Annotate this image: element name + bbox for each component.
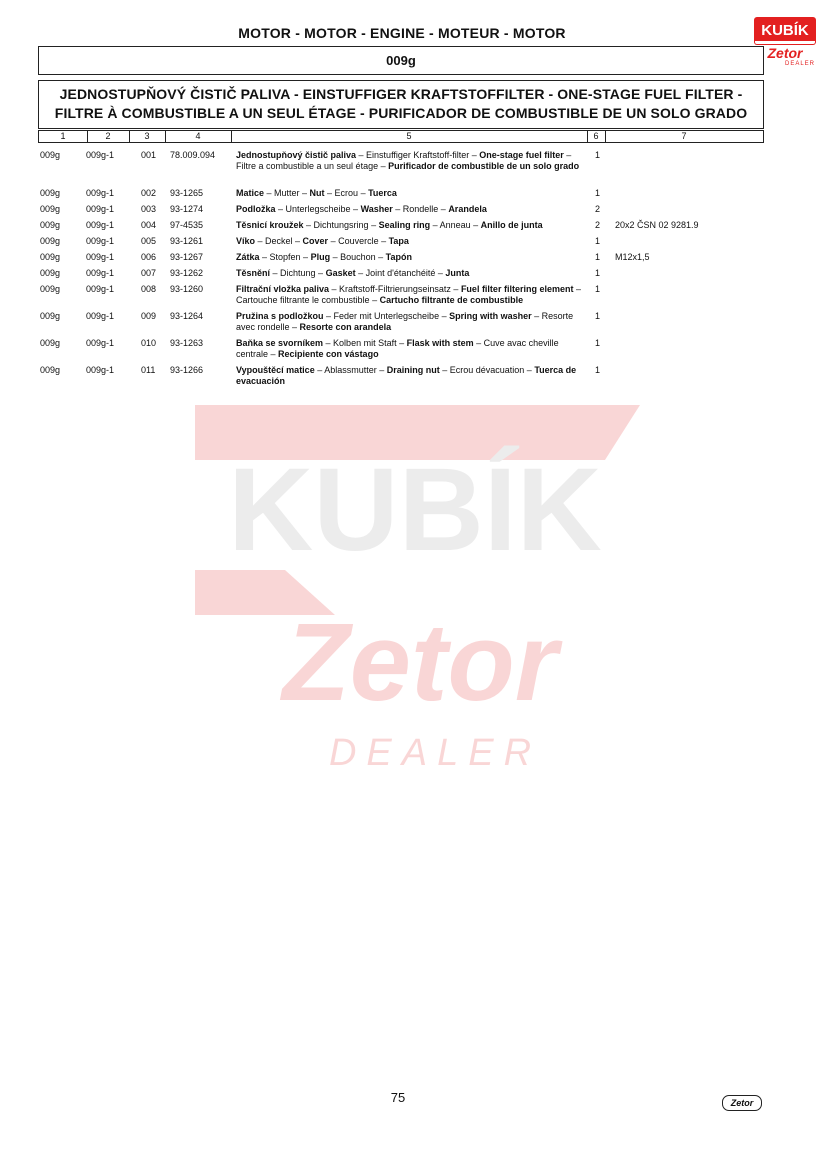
table-row (0, 236, 826, 247)
cell-c4: 93-1263 (170, 338, 204, 348)
description-segment: Tuerca de evacuación (236, 365, 577, 386)
description-segment: – Unterlegscheibe – (275, 204, 361, 214)
cell-description (236, 338, 581, 360)
cell-c6: 1 (595, 284, 601, 294)
cell-c3: 005 (141, 236, 157, 246)
description-segment: Nut (309, 188, 325, 198)
cell-c6: 1 (595, 311, 601, 321)
column-header: 5 (406, 131, 412, 141)
cell-c4: 93-1260 (170, 284, 204, 294)
description-segment: Podložka (236, 204, 276, 214)
cell-description (236, 284, 581, 306)
cell-c4: 93-1264 (170, 311, 204, 321)
description-segment: – Bouchon – (330, 252, 386, 262)
cell-c2: 009g-1 (86, 311, 115, 321)
description-segment: Sealing ring (378, 220, 431, 230)
description-segment: – Deckel – (255, 236, 303, 246)
cell-description (236, 220, 581, 231)
cell-c1: 009g (40, 268, 61, 278)
cell-c2: 009g-1 (86, 268, 115, 278)
cell-c2: 009g-1 (86, 252, 115, 262)
cell-description (236, 365, 581, 387)
description-segment: Flask with stem (406, 338, 474, 348)
cell-c1: 009g (40, 236, 61, 246)
section-heading (38, 80, 764, 129)
cell-c4: 93-1267 (170, 252, 204, 262)
column-header: 6 (593, 131, 599, 141)
cell-c3: 009 (141, 311, 157, 321)
description-segment: Anillo de junta (480, 220, 543, 230)
kubik-zetor-logo (755, 18, 815, 66)
description-segment: – Kolben mit Staft – (323, 338, 407, 348)
dealer-logo-text: DEALER (784, 61, 815, 67)
cell-c1: 009g (40, 150, 61, 160)
description-segment: Spring with washer (449, 311, 532, 321)
description-segment: Tapa (388, 236, 409, 246)
description-segment: Draining nut (386, 365, 440, 375)
description-segment: Junta (445, 268, 470, 278)
cell-c3: 007 (141, 268, 157, 278)
description-segment: Recipiente con vástago (278, 349, 379, 359)
description-segment: Resorte con arandela (299, 322, 392, 332)
table-row (0, 220, 826, 231)
cell-c4: 93-1262 (170, 268, 204, 278)
cell-c3: 011 (141, 365, 156, 375)
column-header-row (38, 130, 764, 143)
cell-c1: 009g (40, 284, 61, 294)
heading-line-1: JEDNOSTUPŇOVÝ ČISTIČ PALIVA - EINSTUFFIGER KRAFTSTOFFILTER - ONE-STAGE FUEL FILTER - (59, 86, 743, 102)
description-segment: Arandela (448, 204, 487, 214)
description-segment: – Filtre a combustible a un seul étage – (236, 150, 572, 171)
cell-c6: 1 (595, 150, 601, 160)
description-segment: One-stage fuel filter (479, 150, 564, 160)
cell-description (236, 252, 581, 263)
description-segment: Matice (236, 188, 265, 198)
cell-c6: 1 (595, 188, 601, 198)
table-row (0, 338, 826, 360)
description-segment: – Kraftstoff-Filtrierungseinsatz – (329, 284, 461, 294)
cell-c7: M12x1,5 (615, 252, 650, 262)
description-segment: – Ecrou – (324, 188, 369, 198)
cell-c3: 003 (141, 204, 157, 214)
cell-c6: 1 (595, 268, 601, 278)
description-segment: Filtrační vložka paliva (236, 284, 330, 294)
cell-c6: 1 (595, 236, 601, 246)
cell-description (236, 150, 581, 172)
cell-description (236, 268, 581, 279)
cell-c1: 009g (40, 220, 61, 230)
description-segment: – Ecrou dévacuation – (439, 365, 535, 375)
description-segment: – Joint d'étanchéité – (355, 268, 446, 278)
cell-description (236, 311, 581, 333)
cell-c1: 009g (40, 311, 61, 321)
description-segment: Pružina s podložkou (236, 311, 324, 321)
description-segment: – Einstuffiger Kraftstoff-filter – (356, 150, 480, 160)
description-segment: Těsnění (236, 268, 271, 278)
table-row (0, 188, 826, 199)
description-segment: Baňka se svorníkem (236, 338, 324, 348)
table-row (0, 365, 826, 387)
description-segment: – Stopfen – (259, 252, 311, 262)
zetor-footer-logo: Zetor (722, 1095, 762, 1111)
column-header: 2 (105, 131, 111, 141)
description-segment: Plug (310, 252, 331, 262)
cell-c2: 009g-1 (86, 338, 115, 348)
cell-c3: 006 (141, 252, 157, 262)
cell-c6: 1 (595, 252, 601, 262)
description-segment: – Couvercle – (328, 236, 389, 246)
description-segment: – Mutter – (264, 188, 310, 198)
page-number: 75 (390, 1090, 406, 1105)
description-segment: Gasket (325, 268, 356, 278)
column-header: 1 (60, 131, 66, 141)
cell-c7: 20x2 ČSN 02 9281.9 (615, 220, 699, 230)
cell-c4: 78.009.094 (170, 150, 216, 160)
table-row (0, 252, 826, 263)
description-segment: Tapón (385, 252, 412, 262)
table-row (0, 268, 826, 279)
cell-c2: 009g-1 (86, 220, 115, 230)
cell-description (236, 204, 581, 215)
description-segment: – Cuve avac cheville centrale – (236, 338, 559, 359)
description-segment: Těsnicí kroužek (236, 220, 304, 230)
cell-description (236, 188, 581, 199)
cell-c6: 2 (595, 204, 601, 214)
column-header: 3 (144, 131, 150, 141)
column-header: 7 (681, 131, 687, 141)
cell-c4: 93-1261 (170, 236, 204, 246)
group-code: 009g (38, 46, 764, 75)
description-segment: Zátka (236, 252, 260, 262)
cell-c2: 009g-1 (86, 150, 115, 160)
description-segment: – Dichtung – (270, 268, 326, 278)
cell-c4: 93-1266 (170, 365, 204, 375)
description-segment: Cartucho filtrante de combustible (379, 295, 524, 305)
table-row (0, 150, 826, 183)
cell-c3: 004 (141, 220, 157, 230)
cell-c6: 2 (595, 220, 601, 230)
watermark-dealer: DEALER (328, 732, 542, 774)
description-segment: – Rondelle – (392, 204, 449, 214)
cell-c2: 009g-1 (86, 204, 115, 214)
description-segment: Purificador de combustible de un solo grado (388, 161, 580, 171)
cell-c2: 009g-1 (86, 188, 115, 198)
description-segment: – Ablassmutter – (314, 365, 387, 375)
cell-c2: 009g-1 (86, 284, 115, 294)
table-row (0, 284, 826, 306)
description-segment: Víko (236, 236, 256, 246)
cell-c3: 001 (141, 150, 157, 160)
zetor-logo-text: Zetor (767, 45, 803, 61)
cell-c3: 010 (141, 338, 157, 348)
description-segment: Tuerca (368, 188, 397, 198)
description-segment: Fuel filter filtering element (460, 284, 574, 294)
cell-c2: 009g-1 (86, 365, 115, 375)
description-segment: Washer (360, 204, 393, 214)
cell-c1: 009g (40, 204, 61, 214)
description-segment: Vypouštěcí matice (236, 365, 315, 375)
cell-c6: 1 (595, 338, 601, 348)
cell-c3: 008 (141, 284, 157, 294)
page-title: MOTOR - MOTOR - ENGINE - MOTEUR - MOTOR (238, 25, 566, 41)
description-segment: – Resorte avec rondelle – (236, 311, 574, 332)
cell-c1: 009g (40, 365, 61, 375)
description-segment: – Anneau – (430, 220, 481, 230)
cell-c4: 93-1274 (170, 204, 204, 214)
description-segment: Jednostupňový čistič paliva (236, 150, 357, 160)
watermark-brand: KUBÍK (228, 444, 602, 576)
table-row (0, 311, 826, 333)
cell-c4: 93-1265 (170, 188, 204, 198)
cell-c1: 009g (40, 252, 61, 262)
column-header: 4 (195, 131, 201, 141)
cell-c1: 009g (40, 338, 61, 348)
heading-line-2: FILTRE À COMBUSTIBLE A UN SEUL ÉTAGE - PURIFICADOR DE COMBUSTIBLE DE UN SOLO GRADO (54, 105, 748, 121)
cell-c6: 1 (595, 365, 601, 375)
description-segment: – Cartouche filtrante le combustible – (236, 284, 581, 305)
cell-c2: 009g-1 (86, 236, 115, 246)
description-segment: – Dichtungsring – (303, 220, 379, 230)
cell-description (236, 236, 581, 247)
kubik-zetor-watermark (185, 400, 645, 780)
cell-c3: 002 (141, 188, 157, 198)
kubik-logo-text: KUBÍK (755, 18, 815, 44)
cell-c1: 009g (40, 188, 61, 198)
table-row (0, 204, 826, 215)
cell-c4: 97-4535 (170, 220, 204, 230)
watermark-zetor: Zetor (282, 601, 558, 724)
description-segment: – Feder mit Unterlegscheibe – (323, 311, 450, 321)
description-segment: Cover (302, 236, 329, 246)
